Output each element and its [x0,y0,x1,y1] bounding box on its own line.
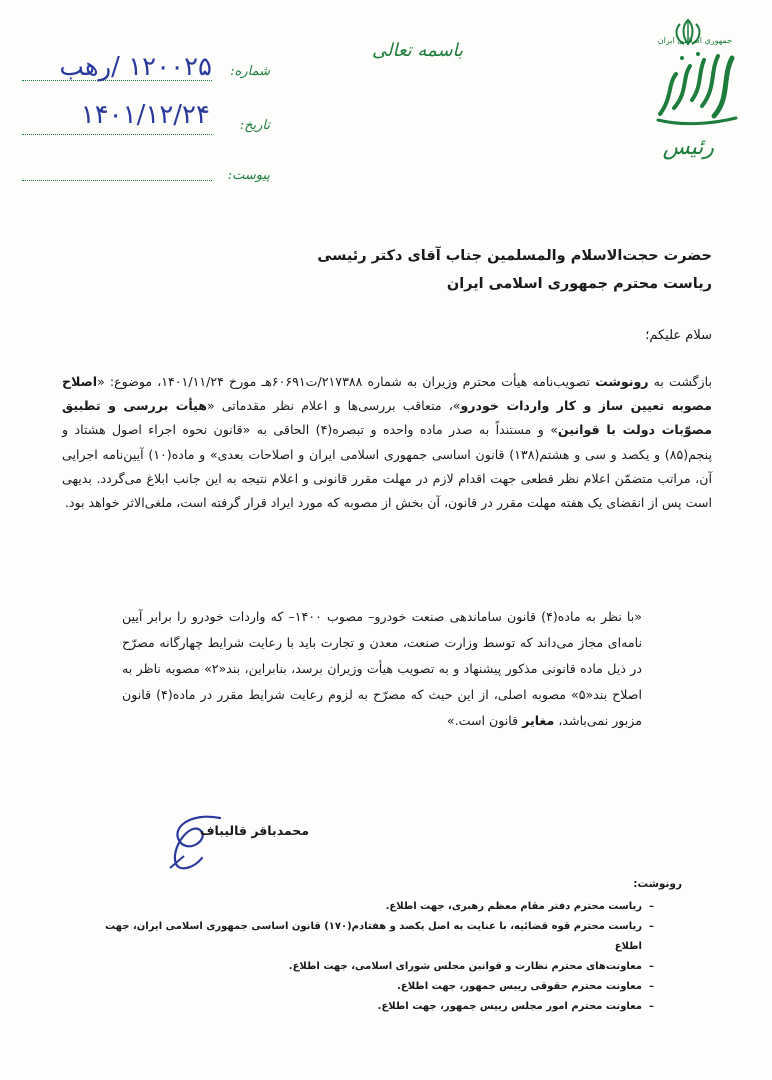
body-paragraph: بازگشت به رونوشت تصویب‌نامه هیأت محترم وزیران به شماره ۲۱۷۳۸۸/ت۶۰۶۹۱هـ مورخ ۱۴۰۱/۱۱/۲۴، موضوع: «اصلاح مصوبه تعیین ساز و کار واردات خودرو»، متعاقب بررسی‌ها و اعلام نظر مقدماتی «هیأت بررسی و تطبیق مصوّبات دولت با قوانین» و مستنداً به صدر ماده واحده و تبصره(۴) الحاقی به «قانون نحوه اجراء اصول هشتاد و پنجم(۸۵) و یکصد و سی و هشتم(۱۳۸) قانون اساسی جمهوری اسلامی ایران و اصلاحات بعدی» و ماده(۱۰) آیین‌نامه اجرایی آن، مراتب متضمّن اعلام نظر قطعی جهت اقدام لازم در مهلت مقرر قانونی و اعلام نتیجه به این جانب ابلاغ می‌گردد. بدیهی است پس از انقضای یک هفته مهلت مقرر در قانون، آن بخش از مصوبه که مورد ایراد قرار گرفته است، ملغی‌الاثر خواهد بود. [62,374,712,511]
cc-item: – معاونت‌های محترم نظارت و قوانین مجلس شورای اسلامی، جهت اطلاع. [82,957,642,977]
cc-item: – ریاست محترم قوه قضائیه، با عنایت به اصل یکصد و هفتادم(۱۷۰) قانون اساسی جمهوری اسلامی ایران، جهت اطلاع [82,917,642,957]
majlis-logo-icon [652,48,740,128]
signature-icon [150,808,240,878]
date-line [22,134,212,135]
number-label: شماره: [230,64,270,79]
cc-item: – ریاست محترم دفتر مقام معظم رهبری، جهت اطلاع. [82,897,642,917]
attachment-line [22,180,212,181]
quoted-ruling: «با نظر به ماده(۴) قانون ساماندهی صنعت خودرو– مصوب ۱۴۰۰– که واردات خودرو را برابر آیین نامه‌ای مجاز می‌داند که توسط وزارت صنعت، معدن و تجارت باید با رعایت شرایط چهارگانه مصرّح در ذیل ماده قانونی مذکور پیشنهاد و به تصویب هیأت وزیران برسد، بنابراین، بند«۲» مصوبه ناظر به اصلاح بند«۵» مصوبه اصلی، از این حیث که مصرّح به لزوم رعایت شرایط مقرر در ماده(۴) قانون مزبور نمی‌باشد، مغایر قانون است.» [122,609,642,728]
attachment-label: پیوست: [227,168,270,183]
number-value: ۱۲۰۰۲۵ /رهب [59,52,212,82]
cc-item: – معاونت محترم حقوقی رییس جمهور، جهت اطلاع. [82,977,642,997]
addressee-line-1: حضرت حجت‌الاسلام والمسلمین جناب آقای دکتر رئیسی [317,248,712,264]
addressee-line-2: ریاست محترم جمهوری اسلامی ایران [446,276,712,292]
republic-text: جمهوری اسلامی ایران [657,36,732,45]
greeting: سلام علیکم؛ [645,328,712,343]
bismillah-heading: باسمه تعالی [372,40,464,61]
date-label: تاریخ: [239,118,270,133]
cc-title: رونوشت: [633,878,682,890]
signatory-name: محمدباقر قالیباف [200,823,310,838]
cc-list [82,897,642,1017]
date-value: ۱۴۰۱/۱۲/۲۴ [80,100,210,130]
position-title: رئیس [662,135,714,160]
cc-item: – معاونت محترم امور مجلس رییس جمهور، جهت اطلاع. [82,997,642,1017]
